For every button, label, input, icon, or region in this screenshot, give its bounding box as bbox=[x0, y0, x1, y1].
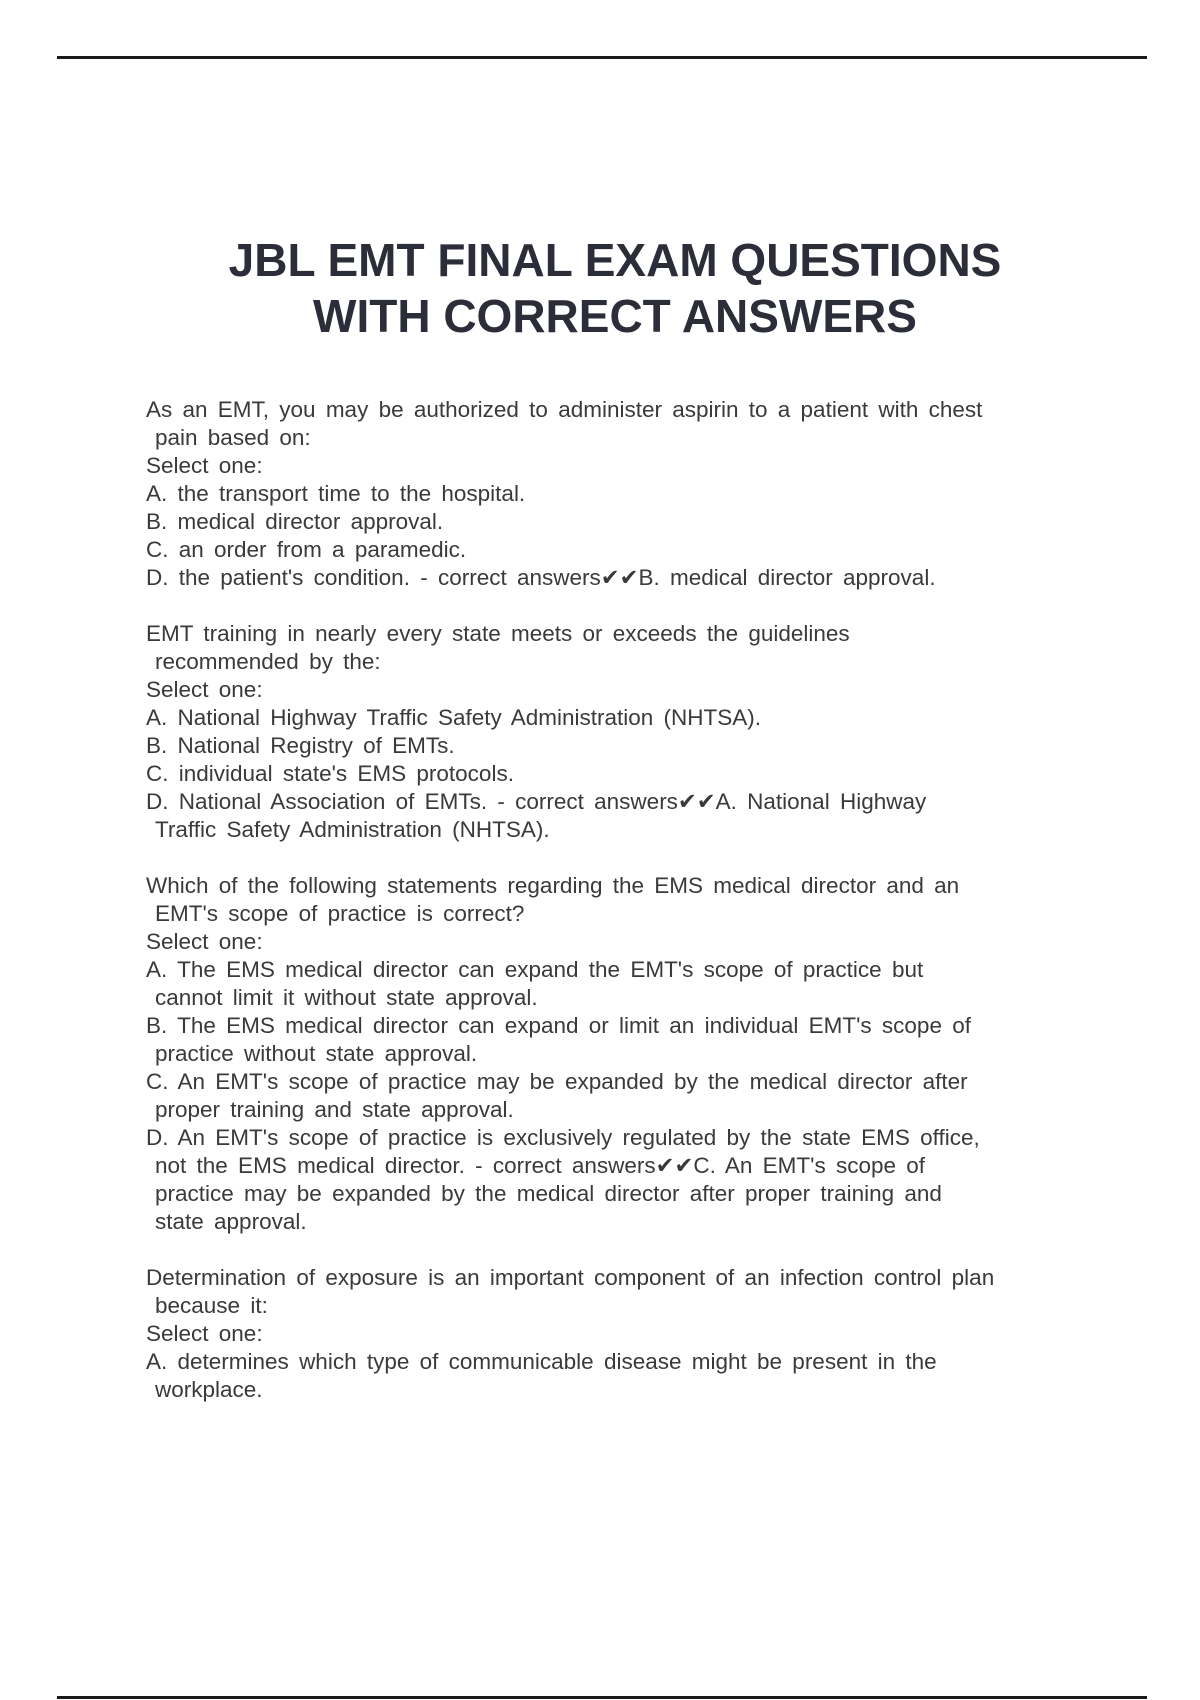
question-4 bbox=[146, 1264, 1096, 1404]
question-stem: Which of the following statements regarding the EMS medical director and an bbox=[146, 873, 960, 898]
option-c: C. An EMT's scope of practice may be expanded by the medical director after bbox=[146, 1069, 968, 1094]
page-title bbox=[0, 232, 1200, 344]
option-b-continued: practice without state approval. bbox=[155, 1041, 478, 1066]
option-c-continued: proper training and state approval. bbox=[155, 1097, 514, 1122]
option-d: D. An EMT's scope of practice is exclusively regulated by the state EMS office, bbox=[146, 1125, 980, 1150]
option-a: A. The EMS medical director can expand the EMT's scope of practice but bbox=[146, 957, 924, 982]
top-rule bbox=[57, 56, 1147, 59]
select-one-prompt: Select one: bbox=[146, 453, 263, 478]
option-c: C. an order from a paramedic. bbox=[146, 537, 467, 562]
option-c: C. individual state's EMS protocols. bbox=[146, 761, 514, 786]
title-line-2: WITH CORRECT ANSWERS bbox=[313, 290, 917, 342]
bottom-rule bbox=[57, 1696, 1147, 1699]
question-stem: Determination of exposure is an important component of an infection control plan bbox=[146, 1265, 995, 1290]
question-stem-continued: recommended by the: bbox=[155, 649, 381, 674]
option-b: B. medical director approval. bbox=[146, 509, 444, 534]
option-b: B. The EMS medical director can expand or limit an individual EMT's scope of bbox=[146, 1013, 971, 1038]
option-a: A. determines which type of communicable disease might be present in the bbox=[146, 1349, 937, 1374]
option-d-with-answer: not the EMS medical director. - correct answers✔✔C. An EMT's scope of bbox=[155, 1153, 926, 1178]
title-line-1: JBL EMT FINAL EXAM QUESTIONS bbox=[228, 234, 1002, 286]
select-one-prompt: Select one: bbox=[146, 929, 263, 954]
option-b: B. National Registry of EMTs. bbox=[146, 733, 455, 758]
select-one-prompt: Select one: bbox=[146, 1321, 263, 1346]
question-1 bbox=[146, 396, 1096, 592]
question-2 bbox=[146, 620, 1096, 844]
option-a-continued: workplace. bbox=[155, 1377, 263, 1402]
option-a-continued: cannot limit it without state approval. bbox=[155, 985, 538, 1010]
select-one-prompt: Select one: bbox=[146, 677, 263, 702]
answer-continued: Traffic Safety Administration (NHTSA). bbox=[155, 817, 550, 842]
option-d-with-answer: D. the patient's condition. - correct answers✔✔B. medical director approval. bbox=[146, 565, 936, 590]
answer-continued: state approval. bbox=[155, 1209, 307, 1234]
answer-continued: practice may be expanded by the medical director after proper training and bbox=[155, 1181, 942, 1206]
question-stem: As an EMT, you may be authorized to administer aspirin to a patient with chest bbox=[146, 397, 983, 422]
question-stem-continued: because it: bbox=[155, 1293, 268, 1318]
question-3 bbox=[146, 872, 1096, 1236]
option-a: A. the transport time to the hospital. bbox=[146, 481, 526, 506]
option-a: A. National Highway Traffic Safety Administration (NHTSA). bbox=[146, 705, 762, 730]
question-stem-continued: EMT's scope of practice is correct? bbox=[155, 901, 525, 926]
question-stem-continued: pain based on: bbox=[155, 425, 311, 450]
option-d-with-answer: D. National Association of EMTs. - correct answers✔✔A. National Highway bbox=[146, 789, 927, 814]
question-stem: EMT training in nearly every state meets or exceeds the guidelines bbox=[146, 621, 850, 646]
question-list bbox=[146, 396, 1096, 1432]
